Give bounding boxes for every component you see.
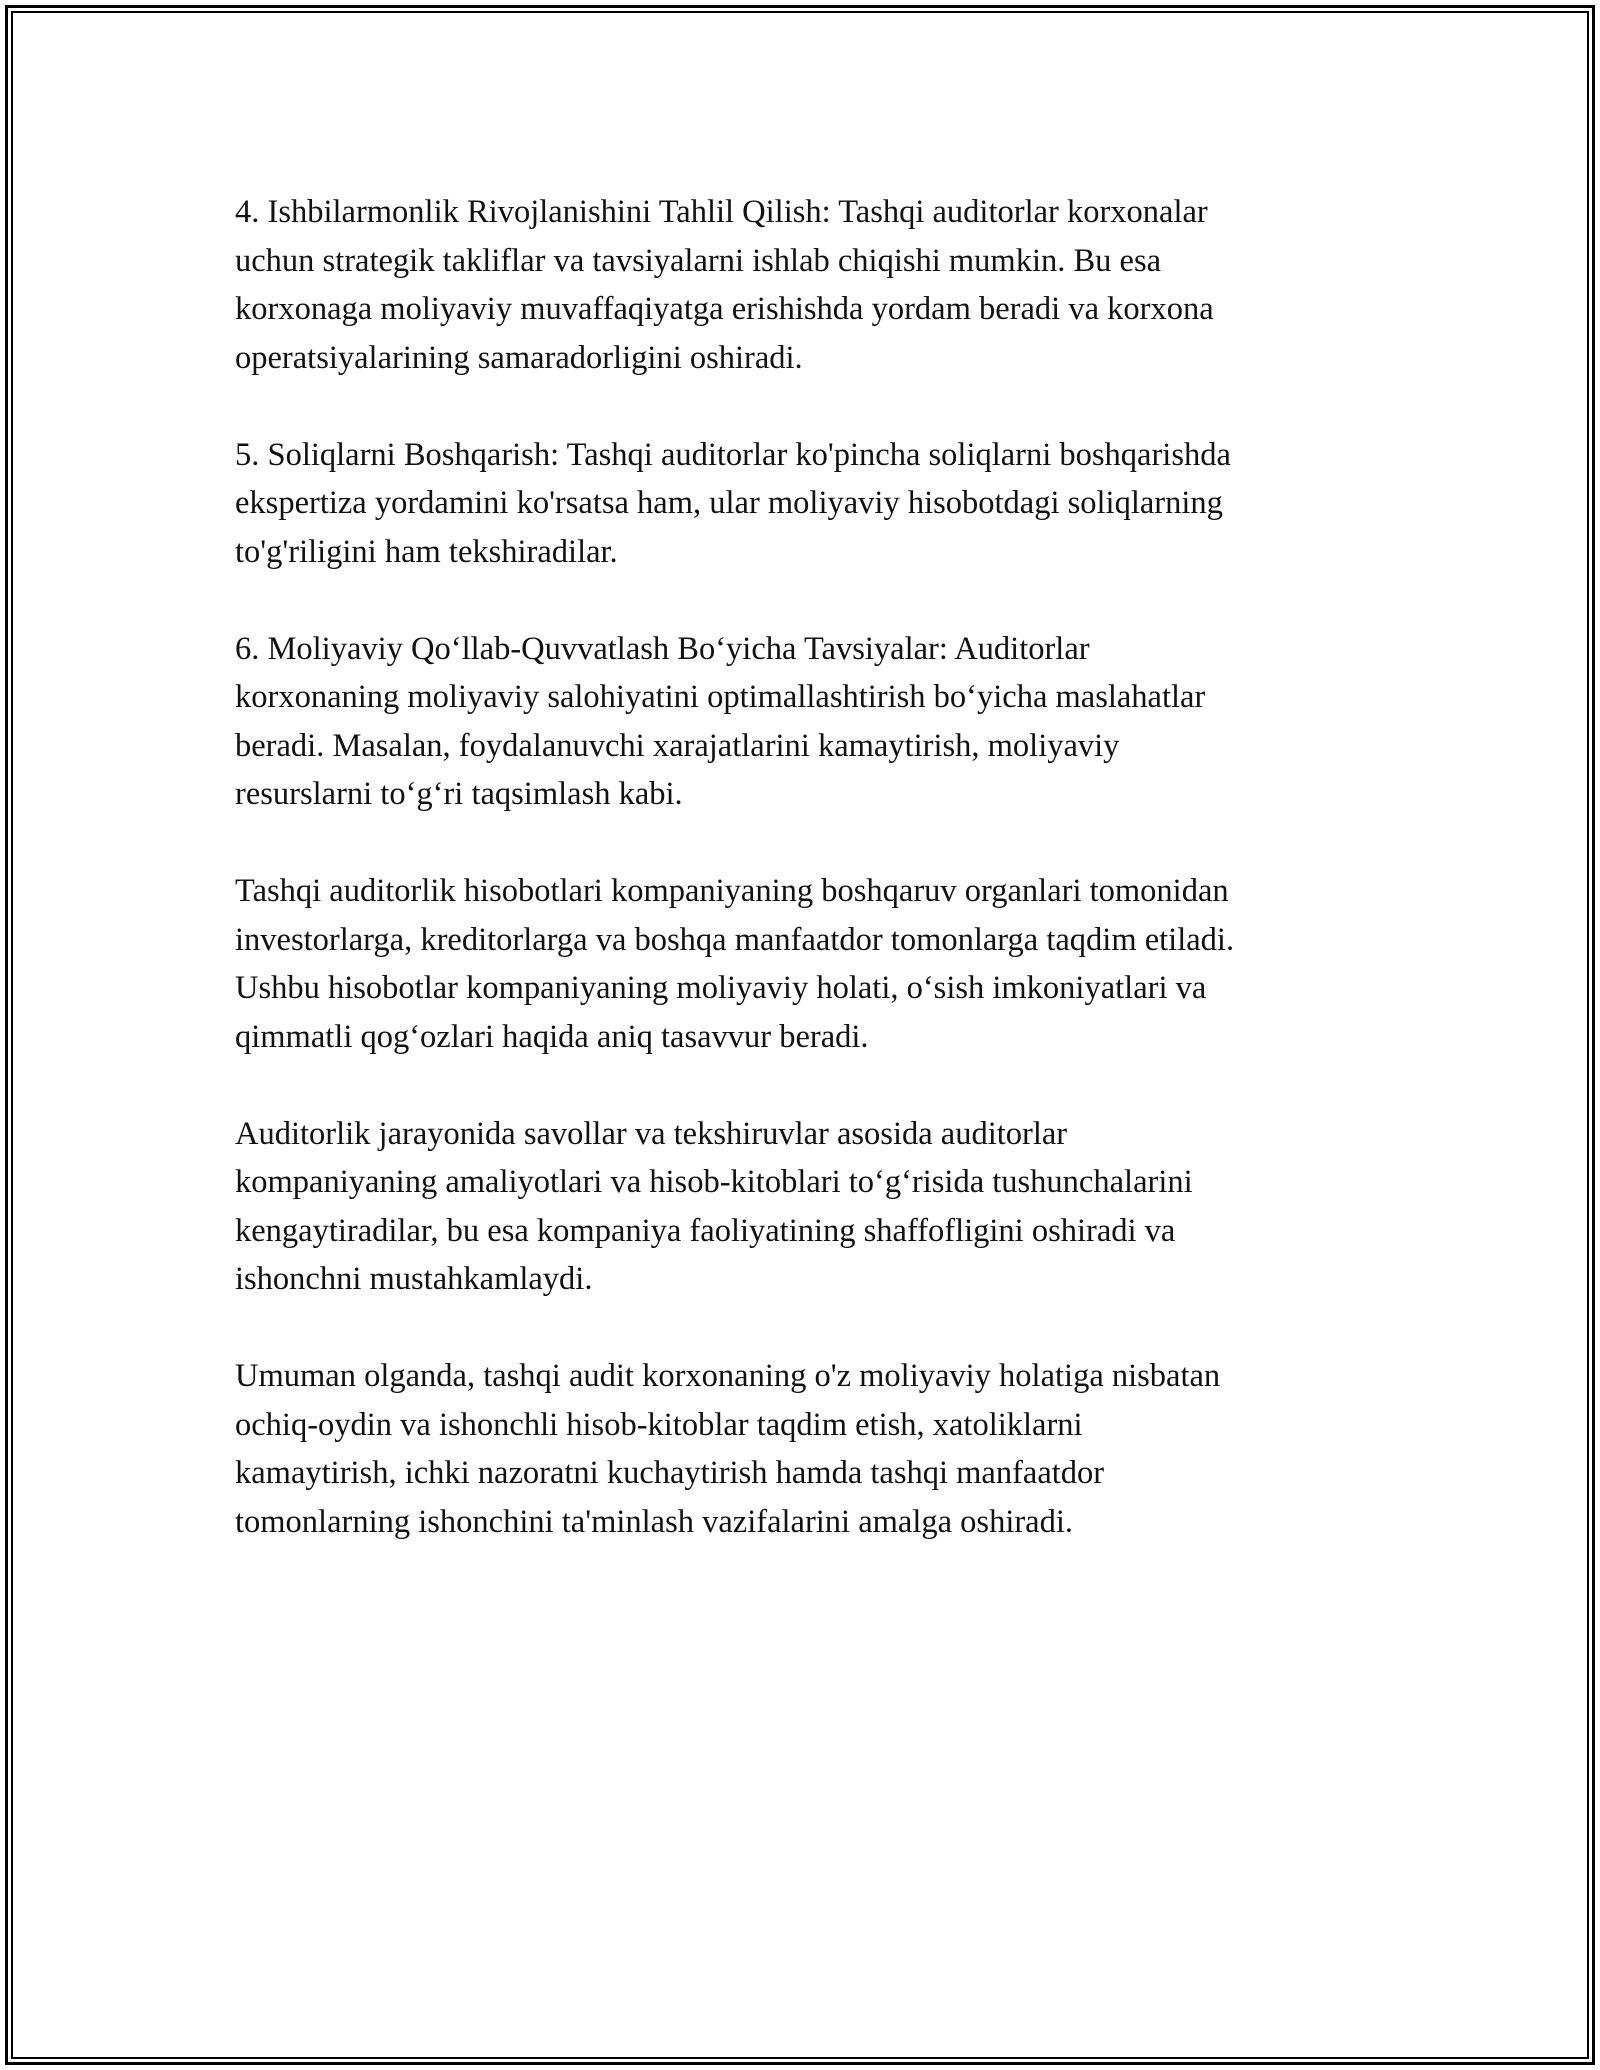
text-line: 6. Moliyaviy Qo‘llab-Quvvatlash Bo‘yicha Tavsiyalar: Auditorlar (235, 630, 1090, 667)
text-line: ekspertiza yordamini ko'rsatsa ham, ular moliyaviy hisobotdagi soliqlarning (235, 485, 1223, 521)
text-line: kompaniyaning amaliyotlari va hisob-kitoblari to‘g‘risida tushunchalarini (235, 1164, 1193, 1200)
text-line: 4. Ishbilarmonlik Rivojlanishini Tahlil Qilish: Tashqi auditorlar korxonalar (235, 194, 1208, 230)
paragraph-tax-management (235, 431, 1375, 577)
paragraph-business-development (235, 188, 1375, 382)
text-line: to'g'riligini ham tekshiradilar. (235, 533, 618, 570)
text-line: uchun strategik takliflar va tavsiyalarni ishlab chiqishi mumkin. Bu esa (235, 242, 1162, 279)
paragraph-financial-support (235, 625, 1375, 819)
text-line: kamaytirish, ichki nazoratni kuchaytirish hamda tashqi manfaatdor (235, 1455, 1105, 1491)
text-line: beradi. Masalan, foydalanuvchi xarajatlarini kamaytirish, moliyaviy (235, 727, 1120, 764)
text-line: Auditorlik jarayonida savollar va tekshiruvlar asosida auditorlar (235, 1115, 1068, 1152)
text-line: tomonlarning ishonchini ta'minlash vazifalarini amalga oshiradi. (235, 1503, 1074, 1540)
text-line: korxonaga moliyaviy muvaffaqiyatga erishishda yordam beradi va korxona (235, 291, 1214, 327)
text-line: operatsiyalarining samaradorligini oshiradi. (235, 339, 803, 376)
paragraph-audit-reports (235, 867, 1375, 1061)
text-line: kengaytiradilar, bu esa kompaniya faoliyatining shaffofligini oshiradi va (235, 1212, 1176, 1249)
document-body (235, 188, 1375, 1595)
text-line: korxonaning moliyaviy salohiyatini optimallashtirish bo‘yicha maslahatlar (235, 679, 1206, 715)
paragraph-audit-process (235, 1110, 1375, 1304)
paragraph-conclusion (235, 1352, 1375, 1546)
text-line: ochiq-oydin va ishonchli hisob-kitoblar taqdim etish, xatoliklarni (235, 1406, 1083, 1443)
text-line: ishonchni mustahkamlaydi. (235, 1261, 593, 1297)
text-line: 5. Soliqlarni Boshqarish: Tashqi auditorlar ko'pincha soliqlarni boshqarishda (235, 436, 1231, 473)
text-line: Ushbu hisobotlar kompaniyaning moliyaviy holati, o‘sish imkoniyatlari va (235, 970, 1207, 1006)
text-line: Umuman olganda, tashqi audit korxonaning o'z moliyaviy holatiga nisbatan (235, 1358, 1221, 1394)
text-line: qimmatli qog‘ozlari haqida aniq tasavvur beradi. (235, 1018, 869, 1055)
text-line: investorlarga, kreditorlarga va boshqa manfaatdor tomonlarga taqdim etiladi. (235, 921, 1235, 958)
text-line: resurslarni to‘g‘ri taqsimlash kabi. (235, 776, 683, 812)
text-line: Tashqi auditorlik hisobotlari kompaniyaning boshqaruv organlari tomonidan (235, 873, 1229, 909)
